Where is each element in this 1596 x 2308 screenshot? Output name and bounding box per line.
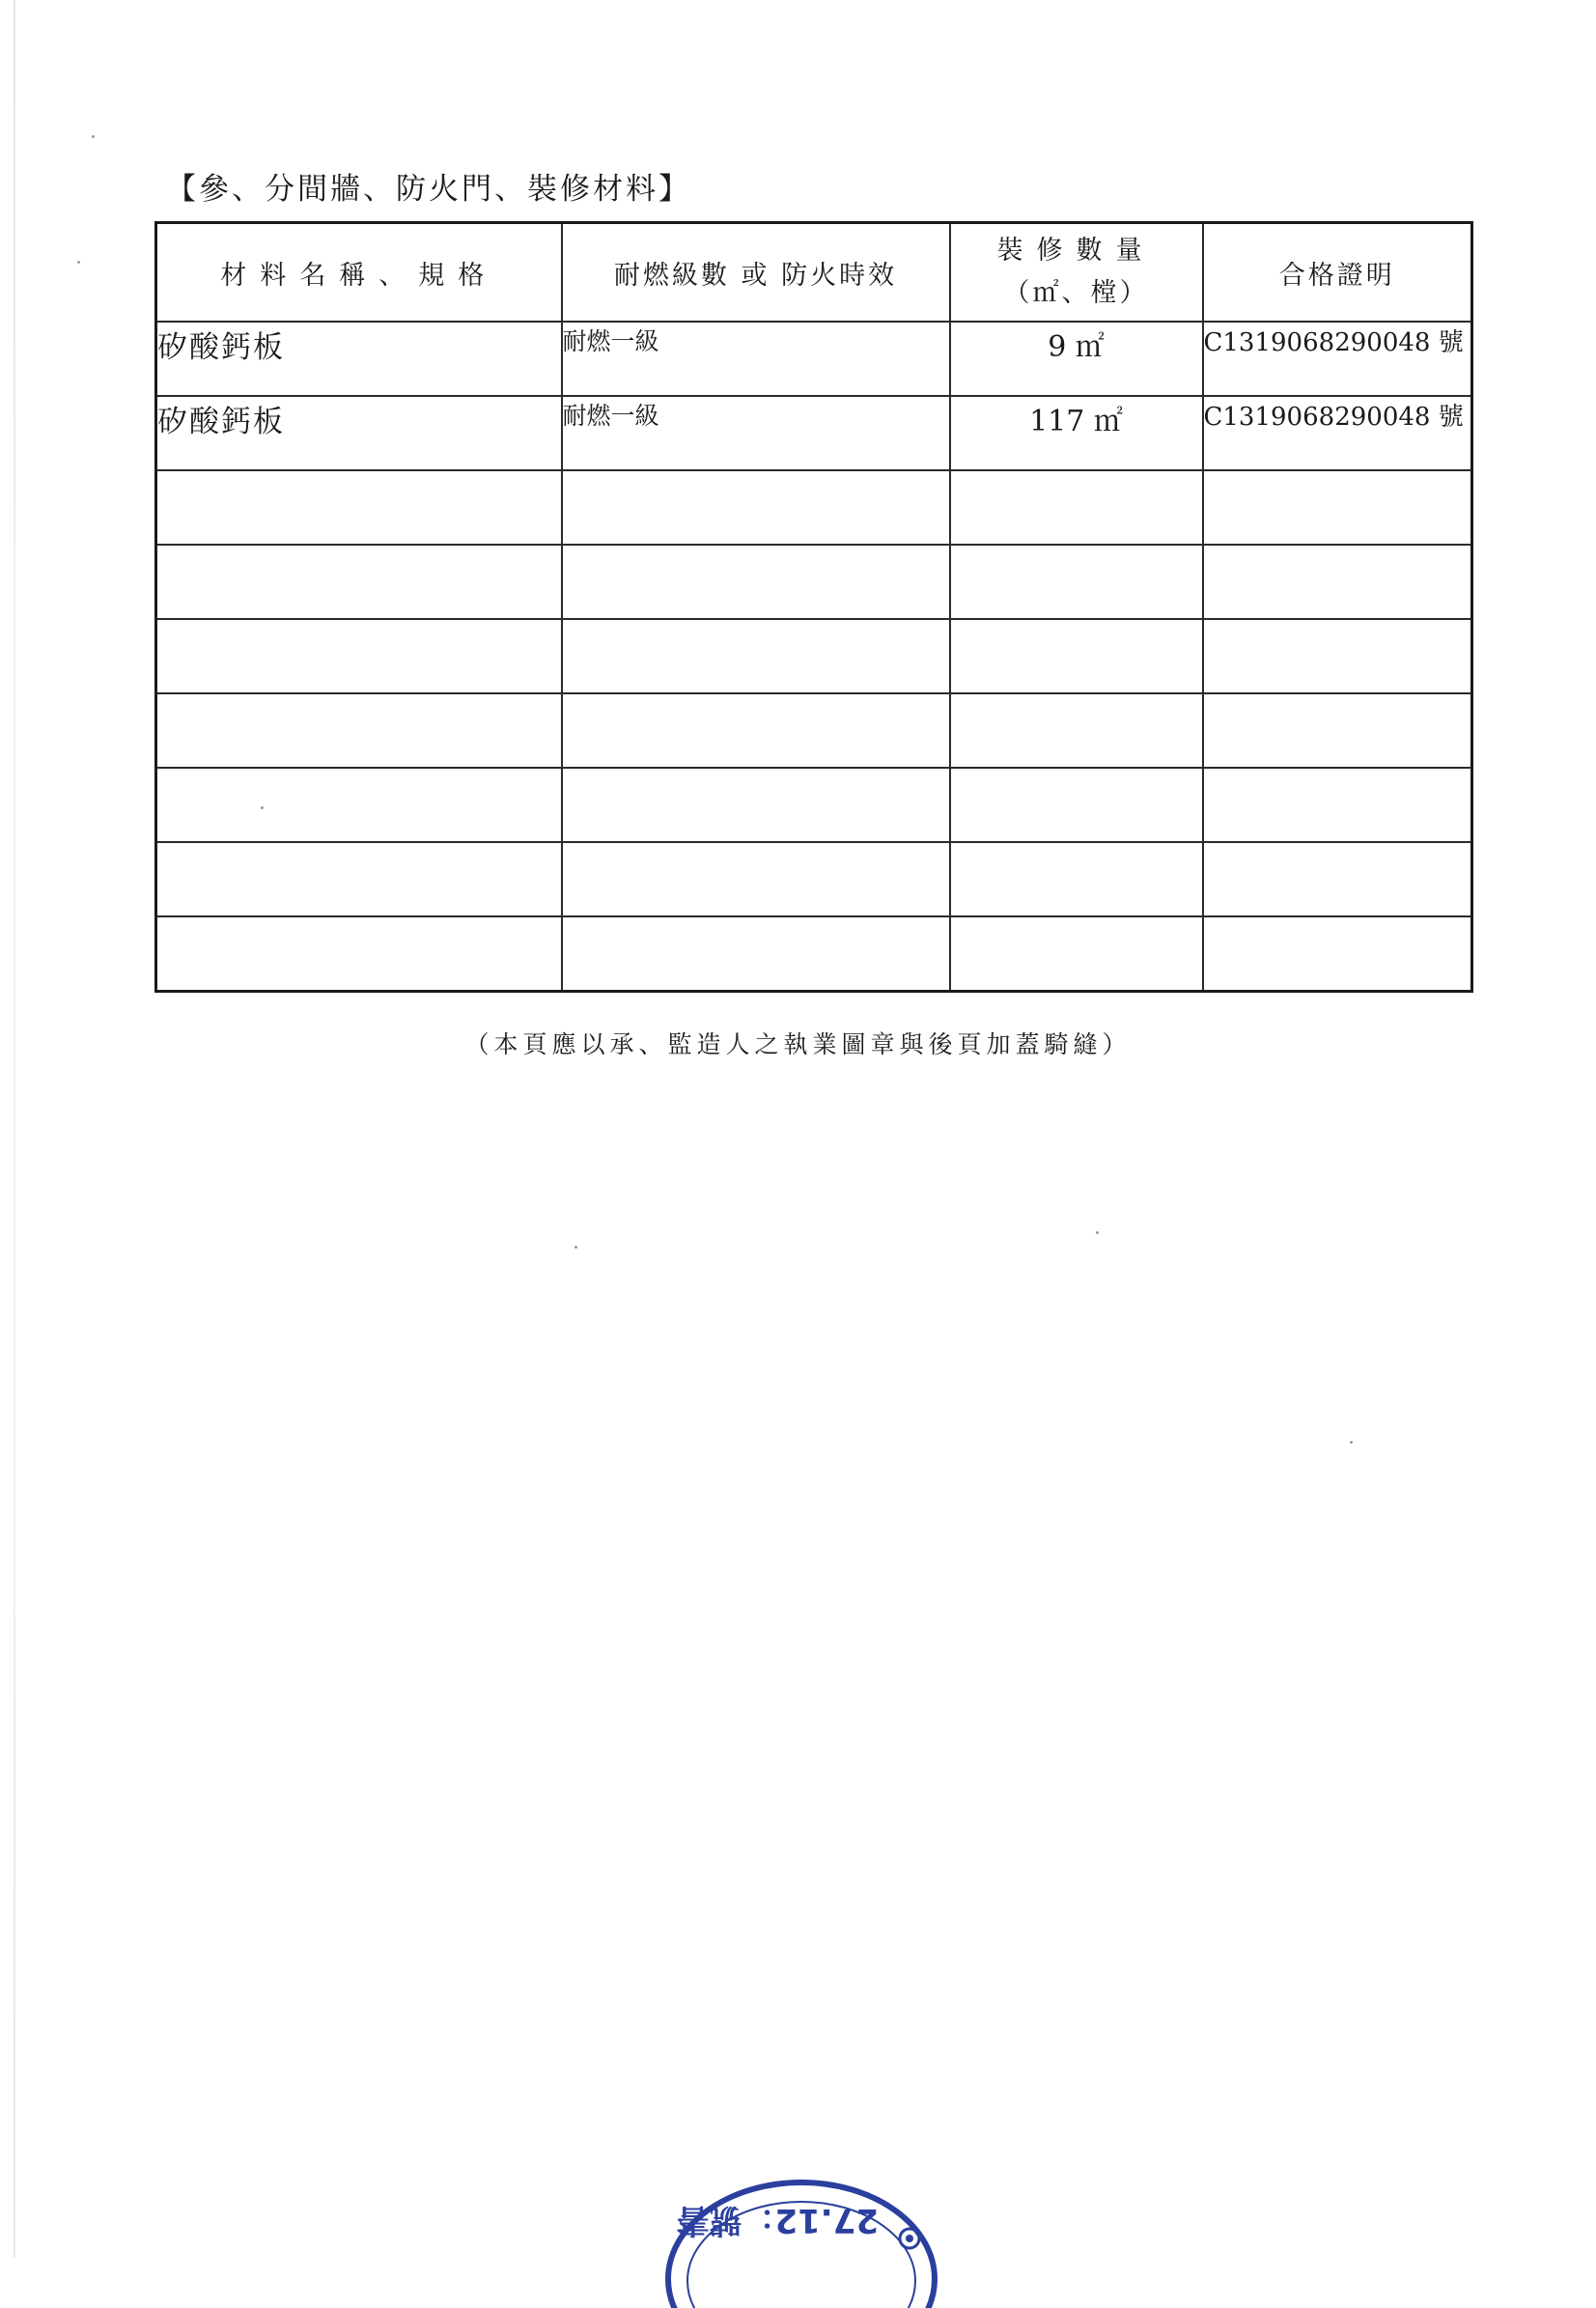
cell-quantity xyxy=(950,842,1203,916)
cell-certificate xyxy=(1203,842,1472,916)
table-row xyxy=(156,396,1472,470)
cell-fire-rating xyxy=(562,768,950,842)
cell-material-name xyxy=(156,842,562,916)
footnote: （本頁應以承、監造人之執業圖章與後頁加蓋騎縫） xyxy=(464,1030,1132,1058)
cell-material-name xyxy=(156,470,562,545)
cell-quantity: 9 ㎡ xyxy=(950,322,1203,396)
scan-speck xyxy=(92,135,95,138)
materials-table xyxy=(154,221,1473,993)
header-fire-rating-label: 耐燃級數 或 防火時效 xyxy=(613,260,898,291)
cell-certificate xyxy=(1203,470,1472,545)
table-row xyxy=(156,842,1472,916)
cell-fire-rating xyxy=(562,916,950,992)
cell-certificate xyxy=(1203,693,1472,768)
svg-text:27.12：號書: 27.12：號書 xyxy=(676,2201,879,2239)
section-title: 【參、分間牆、防火門、裝修材料】 xyxy=(166,172,691,207)
table-row xyxy=(156,768,1472,842)
cell-certificate xyxy=(1203,619,1472,693)
cell-certificate xyxy=(1203,545,1472,619)
table-row xyxy=(156,470,1472,545)
cell-quantity xyxy=(950,619,1203,693)
cell-material-name xyxy=(156,619,562,693)
header-fire-rating xyxy=(562,223,950,323)
table-row xyxy=(156,322,1472,396)
cell-material-name xyxy=(156,768,562,842)
cell-fire-rating xyxy=(562,693,950,768)
cell-quantity xyxy=(950,545,1203,619)
table-row xyxy=(156,916,1472,992)
cell-fire-rating xyxy=(562,545,950,619)
cell-material-name xyxy=(156,693,562,768)
cell-material-name: 矽酸鈣板 xyxy=(156,322,562,396)
header-certificate xyxy=(1203,223,1472,323)
cell-fire-rating xyxy=(562,842,950,916)
cell-quantity xyxy=(950,470,1203,545)
header-material-name xyxy=(156,223,562,323)
cell-material-name: 矽酸鈣板 xyxy=(156,396,562,470)
scan-speck xyxy=(261,806,264,809)
header-material-name-label: 材料名稱、規格 xyxy=(220,260,498,291)
cell-fire-rating xyxy=(562,619,950,693)
scan-speck xyxy=(77,261,80,264)
cell-certificate: C1319068290048 號 xyxy=(1203,322,1472,396)
cell-material-name xyxy=(156,545,562,619)
header-quantity-label: 裝修數量 xyxy=(996,236,1156,266)
header-certificate-label: 合格證明 xyxy=(1278,260,1395,291)
cell-certificate: C1319068290048 號 xyxy=(1203,396,1472,470)
cell-fire-rating: 耐燃一級 xyxy=(562,396,950,470)
table-row xyxy=(156,545,1472,619)
scan-edge xyxy=(14,0,15,2258)
scan-speck xyxy=(1350,1441,1353,1444)
table-row xyxy=(156,693,1472,768)
header-quantity xyxy=(950,223,1203,323)
scan-speck xyxy=(574,1246,577,1249)
cell-certificate xyxy=(1203,768,1472,842)
cell-fire-rating xyxy=(562,470,950,545)
cell-certificate xyxy=(1203,916,1472,992)
cell-quantity xyxy=(950,693,1203,768)
official-seal xyxy=(657,2163,946,2308)
cell-quantity: 117 ㎡ xyxy=(950,396,1203,470)
scan-speck xyxy=(1096,1231,1099,1234)
cell-fire-rating: 耐燃一級 xyxy=(562,322,950,396)
header-quantity-unit: （㎡、樘） xyxy=(1003,278,1149,308)
cell-quantity xyxy=(950,916,1203,992)
table-row xyxy=(156,619,1472,693)
cell-quantity xyxy=(950,768,1203,842)
cell-material-name xyxy=(156,916,562,992)
table-header-row xyxy=(156,223,1472,323)
